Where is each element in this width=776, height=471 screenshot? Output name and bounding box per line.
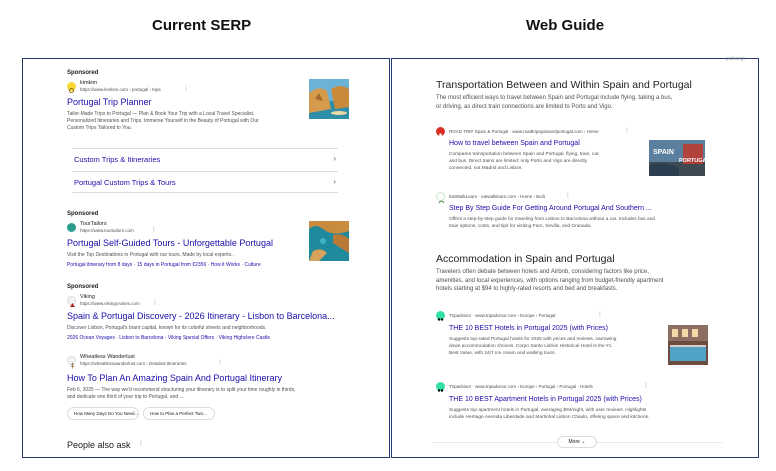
result-source[interactable]: ROAD TRIP Spain & Portugal · www.roadtripspainandportugal.com › Home: [449, 129, 599, 134]
hotel-pool-thumbnail[interactable]: [668, 325, 708, 365]
section-summary: The most efficient ways to travel between Spain and Portugal include flying, taking a bus, or driving, as direct train connections are limited to Porto and Vigo.: [436, 95, 673, 110]
current-serp-heading: Current SERP: [152, 17, 252, 34]
site-url[interactable]: https://wheatlesswanderlust.com › Detailed Itineraries: [80, 361, 187, 366]
thumb-text-portugal: PORTUGAL: [679, 158, 710, 164]
result-snippet: Offers a step-by-step guide for traveling from Lisbon to Barcelona without a car. Includes bus and train options, costs, and tips for visiting Faro, Sevilla, and Granada.: [449, 217, 656, 229]
result-title-link[interactable]: THE 10 BEST Hotels in Portugal 2025 (with Prices): [449, 325, 608, 332]
result-snippet: Suggests top apartment hotels in Portugal, averaging $94/night, with user reviews. Highlights include Heritage Avenida Liberdade and Martinhal Lisbon Chiado, offering space and kitchens.: [449, 408, 650, 420]
current-serp-panel: [22, 58, 390, 458]
sponsored-label: Sponsored: [67, 211, 99, 217]
ad-sitelinks[interactable]: 2026 Ocean Voyages · Lisbon to Barcelona · Viking Special Offers · Viking Highclere Castle: [67, 335, 271, 341]
ad-title-link[interactable]: Portugal Trip Planner: [67, 97, 152, 107]
result-snippet: Feb 6, 2025 — The way we'd recommend structuring your itinerary is to split your time roughly in thirds, and dedicate one third of your trip to Portugal, and ...: [67, 387, 296, 401]
people-also-ask-heading: People also ask: [67, 440, 131, 450]
corner-text: pichangi: [726, 56, 745, 62]
chevron-right-icon: ›: [333, 154, 336, 163]
more-options-icon[interactable]: ⋮: [183, 86, 189, 92]
more-options-icon[interactable]: ⋮: [151, 227, 157, 233]
advertiser-name: Viking: [80, 294, 95, 300]
result-title-link[interactable]: THE 10 BEST Apartment Hotels in Portugal 2025 (with Prices): [449, 396, 642, 403]
result-snippet: Suggests top-rated Portugal hotels for 2025 with prices and reviews, narrowing down accommodation choices. Corpo Santo Lisbon Historical Hotel is the #1 Best Value, with 24/7 ice cream and walking tours.: [449, 337, 617, 356]
more-options-icon[interactable]: ⋮: [138, 441, 144, 447]
related-chip[interactable]: How Many Days Do You Need...: [67, 407, 139, 420]
section-heading: Transportation Between and Within Spain and Portugal: [436, 79, 692, 91]
roadtrip-favicon-icon: [436, 127, 445, 136]
result-source[interactable]: Tripadvisor · www.tripadvisor.com › Europe › Portugal: [449, 313, 556, 318]
kimkim-favicon-icon: [67, 82, 76, 91]
advertiser-name: kimkim: [80, 80, 98, 86]
tourtailors-favicon-icon: [67, 223, 76, 232]
result-title-link[interactable]: How to travel between Spain and Portugal: [449, 140, 580, 147]
more-options-icon[interactable]: ⋮: [624, 128, 630, 134]
more-options-icon[interactable]: ⋮: [597, 312, 603, 318]
result-title-link[interactable]: Step By Step Guide For Getting Around Portugal And Southern ...: [449, 205, 652, 212]
more-options-icon[interactable]: ⋮: [152, 300, 158, 306]
ad-sitelinks[interactable]: Portugal itinerary from 8 days · 15 days in Portugal from €2356 · How it Works · Culture: [67, 262, 261, 268]
chevron-right-icon: ›: [333, 177, 336, 186]
portugal-coast-thumbnail[interactable]: [309, 79, 349, 119]
result-title-link[interactable]: How To Plan An Amazing Spain And Portugal Itinerary: [67, 373, 282, 383]
wheatless-wanderlust-favicon-icon: [67, 356, 76, 365]
sitelink-custom-trips[interactable]: Custom Trips & Itineraries ›: [72, 148, 338, 170]
site-name: Wheatless Wanderlust: [80, 354, 135, 360]
section-heading: Accommodation in Spain and Portugal: [436, 253, 615, 265]
viking-favicon-icon: [67, 296, 76, 305]
more-options-icon[interactable]: ⋮: [565, 193, 571, 199]
advertiser-name: TourTailors: [80, 221, 107, 227]
ad-description: Tailor-Made Trips to Portugal — Plan & Book Your Trip with a Local Travel Specialist. Personalized Itineraries and Trips. Immerse Yourself in the Beauty of Portugal with Our Custom Trips Tailored to You.: [67, 111, 259, 132]
portugal-beach-thumbnail[interactable]: [309, 221, 349, 261]
sponsored-label: Sponsored: [67, 284, 99, 290]
more-options-icon[interactable]: ⋮: [643, 383, 649, 389]
tripadvisor-favicon-icon: [436, 311, 445, 320]
ad-title-link[interactable]: Portugal Self-Guided Tours - Unforgettable Portugal: [67, 238, 273, 248]
web-guide-panel: [391, 58, 759, 458]
thumb-text-spain: SPAIN: [653, 149, 674, 156]
sponsored-label: Sponsored: [67, 70, 99, 76]
section-summary: Travelers often debate between hotels and Airbnb, considering factors like price, amenities, and local experiences, with options ranging from budget-friendly apartment hotels starting at $94 to highly-rated resorts and bed and breakfasts.: [436, 269, 664, 292]
advertiser-url[interactable]: https://www.tourtailors.com: [80, 228, 134, 233]
more-button[interactable]: More ⌄: [557, 436, 597, 448]
result-source[interactable]: EatWalkLearn · eatwalklearn.com › Home › Built: [449, 194, 545, 199]
tripadvisor-favicon-icon: [436, 382, 445, 391]
sitelink-portugal-custom-trips[interactable]: Portugal Custom Trips & Tours ›: [72, 171, 338, 193]
eatwalklearn-favicon-icon: [436, 192, 445, 201]
spain-portugal-thumbnail[interactable]: [649, 140, 710, 176]
result-snippet: Compares transportation between Spain and Portugal, flying, train, car, and bus. Direct trains are limited; only Porto and Vigo are directly connected, not Madrid and Lisbon.: [449, 152, 600, 171]
ad-description: Discover Lisbon, Portugal's brant capital, known for its colorful streets and neighborhoods.: [67, 325, 267, 331]
ad-description: Visit the Top Destinations in Portugal with our tours. Made by local experts..: [67, 252, 234, 258]
result-source[interactable]: Tripadvisor · www.tripadvisor.com › Europe › Portugal › Portugal · Hotels: [449, 384, 593, 389]
more-options-icon[interactable]: ⋮: [217, 360, 223, 366]
ad-title-link[interactable]: Spain & Portugal Discovery - 2026 Itinerary - Lisbon to Barcelona...: [67, 311, 335, 321]
chevron-down-icon: ⌄: [581, 439, 586, 445]
related-chip[interactable]: How to Plan a Perfect Two...: [143, 407, 215, 420]
advertiser-url[interactable]: https://www.vikingcruises.com: [80, 301, 140, 306]
web-guide-heading: Web Guide: [526, 17, 605, 34]
advertiser-url[interactable]: https://www.kimkim.com › portugal › trips: [80, 87, 161, 92]
